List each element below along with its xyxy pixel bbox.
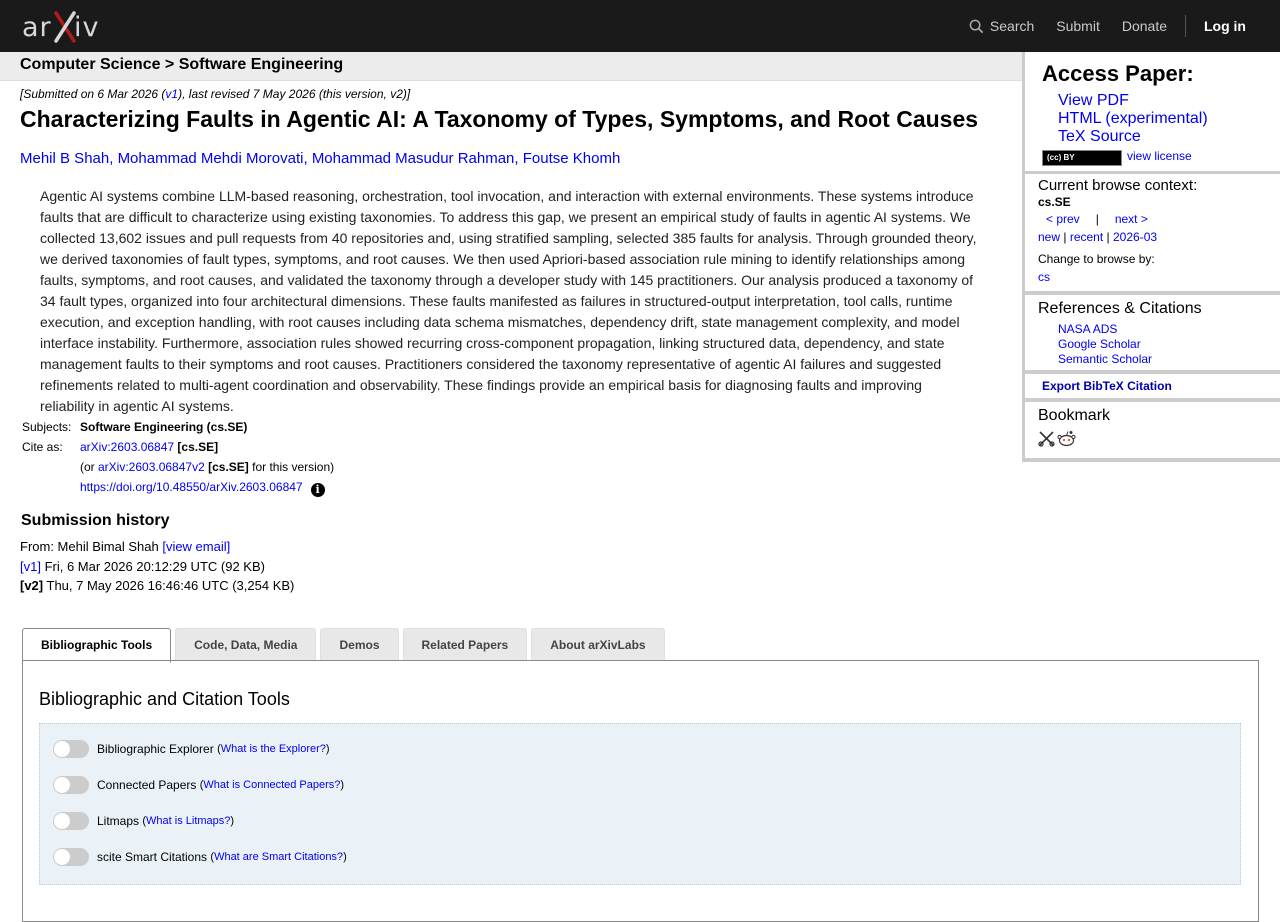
history-v2-label: [v2] [20, 578, 44, 593]
login-link[interactable]: Log in [1204, 18, 1246, 34]
cite-category: [cs.SE] [177, 440, 219, 454]
toggle-switch[interactable] [53, 740, 89, 758]
dateline-v1-link[interactable]: v1 [165, 87, 179, 101]
breadcrumb-bar [0, 52, 1022, 81]
tool-row: Litmaps (What is Litmaps?) [53, 810, 234, 832]
submission-dateline [20, 87, 410, 101]
reddit-icon[interactable] [1057, 430, 1076, 447]
new-link[interactable]: new [1038, 230, 1061, 244]
html-link[interactable]: HTML (experimental) [1058, 110, 1208, 127]
cc-license-badge[interactable] [1042, 150, 1122, 166]
bibsonomy-icon[interactable] [1038, 430, 1055, 447]
sidebar [1022, 52, 1280, 462]
abstract: Agentic AI systems combine LLM-based reasoning, orchestration, tool invocation, and interaction with external environments. These systems introduce faults that are difficult to characterize using existing taxonomies. To address this gap, we present an empirical study of faults in agentic AI systems. We collected 13,602 issues and pull requests from 40 repositories and, using stratified sampling, selected 385 faults for analysis. Through grounded theory, we derived taxonomies of fault types, symptoms, and root causes. We then used Apriori-based association rule mining to identify relationships among faults, symptoms, and root causes, and validated the taxonomy through a developer study with 145 practitioners. Our analysis produced a taxonomy of 34 fault types, organized into four architectural dimensions. These faults manifested as failures in structured-output interpretation, tool calls, runtime execution, and exception handling, with root causes including data schema mismatches, dependency drift, state management complexity, and model interface instability. Furthermore, association rules showed recurring cross-component propagation, linking structured data, dependency, and state management faults to their symptoms and root causes. Practitioners considered the taxonomy representative of agentic AI failures and suggested refinements related to multi-agent coordination and observability. These findings provide an empirical basis for diagnosing faults and improving reliability in agentic AI systems. [40, 188, 977, 414]
arxiv-logo[interactable] [22, 9, 114, 45]
tool-info-link[interactable]: What are Smart Citations? [214, 851, 344, 863]
author-separator: , [109, 150, 118, 167]
author-link[interactable]: Foutse Khomh [522, 150, 621, 167]
paper-title: Characterizing Faults in Agentic AI: A Taxonomy of Types, Symptoms, and Root Causes [20, 106, 979, 132]
tab-demos[interactable]: Demos [320, 628, 398, 661]
tab-code-data-media[interactable]: Code, Data, Media [175, 628, 316, 661]
history-from: From: Mehil Bimal Shah [20, 539, 163, 554]
doi-link[interactable]: https://doi.org/10.48550/arXiv.2603.06847 [80, 480, 303, 494]
subjects-value: Software Engineering (cs.SE) [80, 420, 248, 434]
cc-badge-text: (cc) BY [1047, 153, 1075, 162]
toggle-switch[interactable] [53, 812, 89, 830]
tool-info-link[interactable]: What is Litmaps? [146, 815, 231, 827]
tool-row: Bibliographic Explorer (What is the Explorer?) [53, 738, 330, 760]
tool-name: scite Smart Citations [97, 850, 208, 864]
access-paper-box [1025, 52, 1280, 171]
export-bibtex-link[interactable]: Export BibTeX Citation [1042, 379, 1172, 393]
subjects-label: Subjects: [22, 420, 72, 434]
dateline-prefix: [Submitted on 6 Mar 2026 ( [20, 87, 166, 101]
donate-link[interactable]: Donate [1121, 18, 1167, 34]
next-link[interactable]: next > [1114, 212, 1148, 226]
breadcrumb[interactable]: Computer Science > Software Engineering [20, 56, 344, 73]
tools-list [39, 723, 1241, 885]
references-box [1025, 295, 1280, 370]
references-heading: References & Citations [1038, 300, 1202, 317]
browse-category: cs.SE [1038, 195, 1071, 209]
svg-text:iv: iv [74, 12, 100, 43]
tool-row: Connected Papers (What is Connected Papers?) [53, 774, 344, 796]
recent-link[interactable]: recent [1069, 230, 1104, 244]
semantic-scholar-link[interactable]: Semantic Scholar [1058, 352, 1153, 366]
history-v1-text: Fri, 6 Mar 2026 20:12:29 UTC (92 KB) [40, 558, 265, 574]
browse-context-box [1025, 174, 1280, 291]
version-prefix: (or [80, 460, 98, 474]
history-v2-text: Thu, 7 May 2026 16:46:46 UTC (3,254 KB) [43, 578, 295, 593]
month-link[interactable]: 2026-03 [1113, 230, 1158, 244]
author-separator: , [303, 150, 312, 167]
nasa-ads-link[interactable]: NASA ADS [1058, 322, 1118, 336]
author-list [20, 150, 620, 167]
svg-text:ar: ar [22, 12, 52, 43]
nav-separator: | [1095, 212, 1099, 226]
toggle-switch[interactable] [53, 848, 89, 866]
tex-source-link[interactable]: TeX Source [1058, 128, 1141, 145]
top-bar [0, 0, 1280, 52]
change-browse-label: Change to browse by: [1038, 252, 1155, 266]
author-link[interactable]: Mehil B Shah [20, 150, 110, 167]
version-id-link[interactable]: arXiv:2603.06847v2 [98, 460, 205, 474]
export-box [1025, 374, 1280, 398]
tool-name: Connected Papers [97, 778, 197, 792]
time-separator: | [1063, 230, 1067, 244]
labs-tabs [22, 628, 669, 661]
time-separator: | [1106, 230, 1110, 244]
access-paper-heading: Access Paper: [1042, 61, 1194, 86]
view-pdf-link[interactable]: View PDF [1058, 92, 1129, 109]
toggle-switch[interactable] [53, 776, 89, 794]
cite-id-link[interactable]: arXiv:2603.06847 [80, 440, 175, 454]
tab-bibliographic-tools[interactable]: Bibliographic Tools [22, 628, 171, 663]
info-icon[interactable]: i [311, 483, 325, 497]
history-v1-link[interactable]: [v1] [20, 558, 41, 574]
search-icon [969, 19, 984, 34]
search-link[interactable] [969, 18, 1034, 34]
browse-context-heading: Current browse context: [1038, 177, 1198, 194]
tool-name: Bibliographic Explorer [97, 742, 214, 756]
author-link[interactable]: Mohammad Masudur Rahman [311, 150, 515, 167]
author-link[interactable]: Mohammad Mehdi Morovati [117, 150, 304, 167]
tool-name: Litmaps [97, 814, 140, 828]
view-email-link[interactable]: [view email] [162, 539, 231, 554]
tools-panel-heading: Bibliographic and Citation Tools [39, 689, 290, 709]
view-license-link[interactable]: view license [1127, 149, 1192, 163]
search-label: Search [989, 18, 1035, 34]
tab-about-arxivlabs[interactable]: About arXivLabs [531, 628, 664, 661]
submission-history-heading: Submission history [21, 512, 170, 529]
tool-row: scite Smart Citations (What are Smart Citations?) [53, 846, 347, 868]
submit-link[interactable]: Submit [1056, 18, 1100, 34]
prev-link[interactable]: < prev [1046, 212, 1080, 226]
bookmark-heading: Bookmark [1038, 407, 1111, 424]
version-suffix: for this version) [248, 460, 335, 474]
submission-history [20, 537, 294, 596]
author-separator: , [514, 150, 523, 167]
bookmark-box [1025, 402, 1280, 458]
version-category: [cs.SE] [208, 460, 249, 474]
google-scholar-link[interactable]: Google Scholar [1058, 337, 1141, 351]
tool-info-link[interactable]: What is Connected Papers? [203, 779, 341, 791]
cite-as-label: Cite as: [22, 440, 63, 454]
dateline-suffix: ), last revised 7 May 2026 (this version, v2)] [178, 87, 411, 101]
nav-divider [1185, 15, 1186, 37]
tab-panel [22, 660, 1259, 922]
browse-cs-link[interactable]: cs [1038, 270, 1050, 284]
tool-info-link[interactable]: What is the Explorer? [220, 743, 326, 755]
tab-related-papers[interactable]: Related Papers [403, 628, 528, 661]
